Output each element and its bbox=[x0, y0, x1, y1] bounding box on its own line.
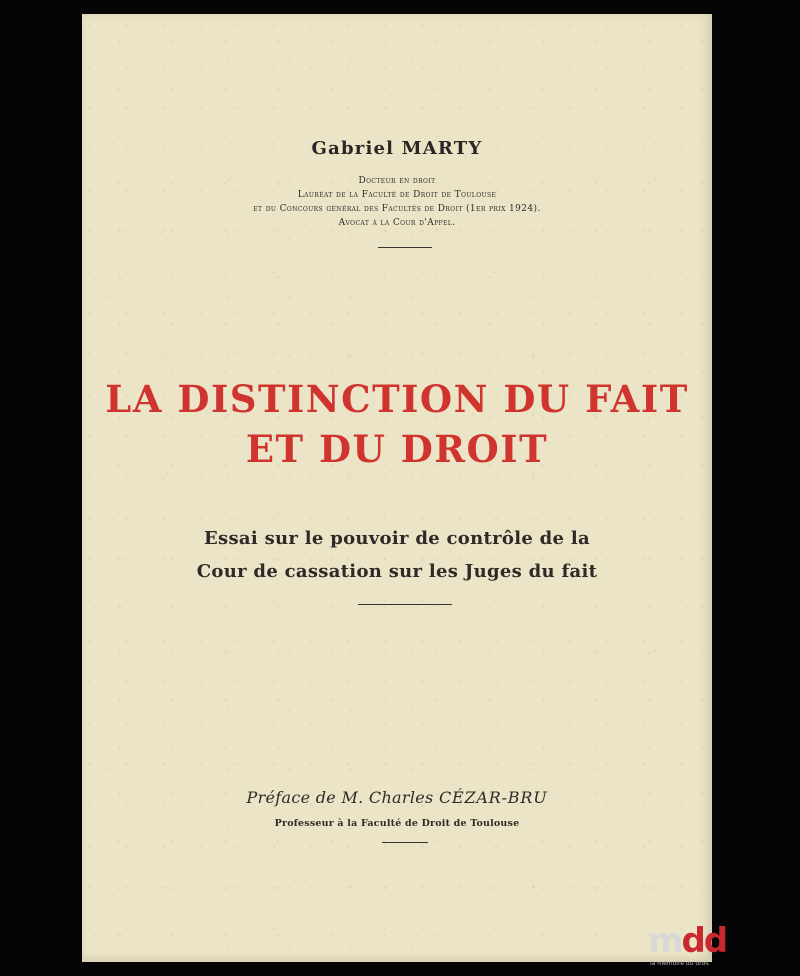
logo-letter-d: d bbox=[703, 921, 727, 961]
preface-line bbox=[82, 788, 712, 807]
title-line-1: LA DISTINCTION DU FAIT bbox=[105, 377, 689, 421]
title-line-2: ET DU DROIT bbox=[245, 427, 549, 471]
author-name: Gabriel MARTY bbox=[311, 138, 483, 159]
credential-line: Lauréat de la Faculté de Droit de Toulouse bbox=[297, 190, 497, 200]
divider-rule bbox=[382, 842, 428, 843]
divider-rule bbox=[378, 247, 432, 248]
book-title bbox=[82, 374, 712, 474]
mdd-watermark-logo bbox=[648, 922, 728, 970]
subtitle-line-2: Cour de cassation sur les Juges du fait bbox=[196, 561, 598, 582]
preface-prefix: Préface de M. Charles bbox=[246, 788, 439, 807]
logo-letter-d: d bbox=[681, 921, 704, 961]
credential-line: Avocat à la Cour d'Appel. bbox=[338, 218, 456, 228]
divider-rule bbox=[358, 604, 452, 605]
preface-author-role: Professeur à la Faculté de Droit de Toulouse bbox=[274, 818, 520, 829]
subtitle-line-1: Essai sur le pouvoir de contrôle de la bbox=[204, 528, 590, 549]
book-cover bbox=[82, 14, 712, 962]
logo-caption: la mémoire du droit bbox=[650, 960, 710, 967]
logo-letter-m: m bbox=[648, 921, 682, 961]
preface-author: CÉZAR-BRU bbox=[438, 788, 548, 807]
credential-line: et du Concours général des Facultés de Droit (1er prix 1924). bbox=[253, 204, 541, 214]
book-subtitle bbox=[82, 522, 712, 588]
author-credentials bbox=[82, 174, 712, 230]
credential-line: Docteur en droit bbox=[358, 176, 436, 186]
